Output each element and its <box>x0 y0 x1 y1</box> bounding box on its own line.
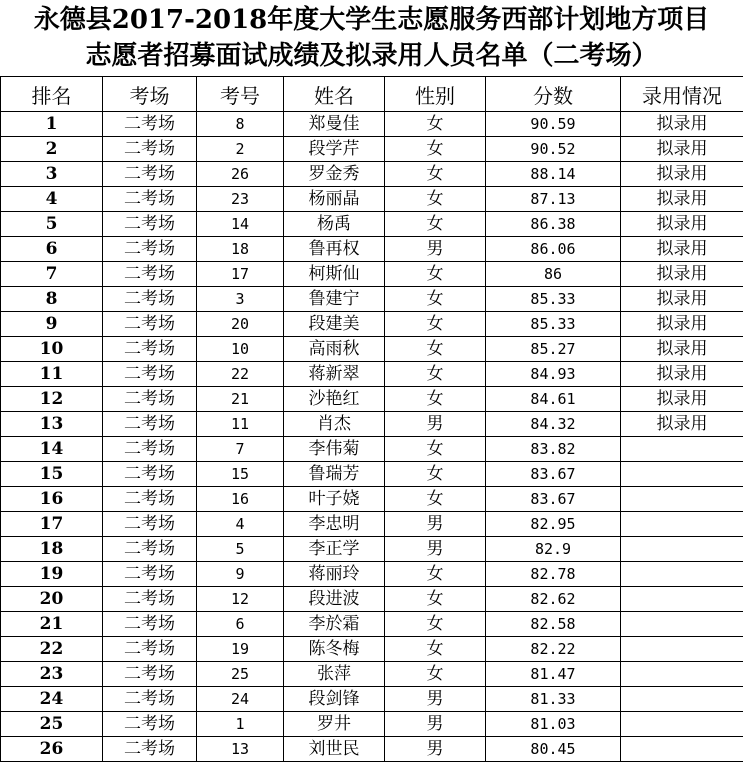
cell-name: 罗金秀 <box>284 162 385 187</box>
table-row <box>1 237 743 262</box>
cell-score: 87.13 <box>486 187 621 212</box>
table-row <box>1 512 743 537</box>
table-row <box>1 212 743 237</box>
cell-exam-no: 18 <box>197 237 284 262</box>
cell-gender: 男 <box>385 512 486 537</box>
cell-rank: 3 <box>1 162 103 187</box>
cell-rank: 18 <box>1 537 103 562</box>
table-row <box>1 162 743 187</box>
header-exam-no: 考号 <box>197 77 284 112</box>
cell-exam-no: 3 <box>197 287 284 312</box>
cell-gender: 男 <box>385 412 486 437</box>
cell-gender: 女 <box>385 212 486 237</box>
table-row <box>1 537 743 562</box>
table-body <box>1 112 743 762</box>
cell-status: 拟录用 <box>621 387 743 412</box>
cell-score: 85.27 <box>486 337 621 362</box>
cell-score: 82.9 <box>486 537 621 562</box>
cell-score: 81.03 <box>486 712 621 737</box>
cell-exam-no: 17 <box>197 262 284 287</box>
cell-score: 83.67 <box>486 487 621 512</box>
cell-score: 83.67 <box>486 462 621 487</box>
cell-name: 叶子娆 <box>284 487 385 512</box>
cell-score: 81.33 <box>486 687 621 712</box>
cell-name: 陈冬梅 <box>284 637 385 662</box>
cell-status: 拟录用 <box>621 187 743 212</box>
cell-status <box>621 537 743 562</box>
cell-status: 拟录用 <box>621 262 743 287</box>
cell-name: 张萍 <box>284 662 385 687</box>
cell-exam-no: 22 <box>197 362 284 387</box>
cell-rank: 17 <box>1 512 103 537</box>
cell-gender: 女 <box>385 312 486 337</box>
cell-rank: 19 <box>1 562 103 587</box>
cell-status: 拟录用 <box>621 362 743 387</box>
cell-name: 段进波 <box>284 587 385 612</box>
cell-rank: 16 <box>1 487 103 512</box>
cell-rank: 24 <box>1 687 103 712</box>
cell-gender: 女 <box>385 637 486 662</box>
cell-name: 鲁建宁 <box>284 287 385 312</box>
cell-exam-no: 16 <box>197 487 284 512</box>
cell-exam-no: 2 <box>197 137 284 162</box>
table-row <box>1 687 743 712</box>
cell-score: 90.52 <box>486 137 621 162</box>
cell-status <box>621 587 743 612</box>
table-row <box>1 187 743 212</box>
cell-gender: 男 <box>385 687 486 712</box>
cell-gender: 女 <box>385 587 486 612</box>
cell-gender: 女 <box>385 187 486 212</box>
cell-score: 86 <box>486 262 621 287</box>
table-row <box>1 662 743 687</box>
cell-exam-no: 11 <box>197 412 284 437</box>
cell-score: 80.45 <box>486 737 621 762</box>
cell-status <box>621 512 743 537</box>
cell-status: 拟录用 <box>621 212 743 237</box>
cell-room: 二考场 <box>103 562 197 587</box>
cell-status <box>621 487 743 512</box>
cell-rank: 11 <box>1 362 103 387</box>
header-rank: 排名 <box>1 77 103 112</box>
cell-rank: 23 <box>1 662 103 687</box>
cell-room: 二考场 <box>103 187 197 212</box>
cell-score: 85.33 <box>486 287 621 312</box>
cell-room: 二考场 <box>103 462 197 487</box>
header-name: 姓名 <box>284 77 385 112</box>
cell-rank: 1 <box>1 112 103 137</box>
cell-exam-no: 10 <box>197 337 284 362</box>
cell-gender: 女 <box>385 562 486 587</box>
cell-rank: 9 <box>1 312 103 337</box>
cell-room: 二考场 <box>103 437 197 462</box>
cell-name: 刘世民 <box>284 737 385 762</box>
cell-name: 杨丽晶 <box>284 187 385 212</box>
cell-rank: 13 <box>1 412 103 437</box>
table-row <box>1 462 743 487</box>
cell-status: 拟录用 <box>621 137 743 162</box>
cell-exam-no: 12 <box>197 587 284 612</box>
cell-exam-no: 1 <box>197 712 284 737</box>
cell-name: 高雨秋 <box>284 337 385 362</box>
table-row <box>1 362 743 387</box>
cell-name: 沙艳红 <box>284 387 385 412</box>
cell-exam-no: 5 <box>197 537 284 562</box>
cell-room: 二考场 <box>103 687 197 712</box>
header-gender: 性别 <box>385 77 486 112</box>
cell-room: 二考场 <box>103 262 197 287</box>
table-header <box>1 77 743 112</box>
cell-name: 鲁瑞芳 <box>284 462 385 487</box>
cell-gender: 女 <box>385 387 486 412</box>
table-row <box>1 337 743 362</box>
table-row <box>1 312 743 337</box>
cell-room: 二考场 <box>103 137 197 162</box>
cell-rank: 26 <box>1 737 103 762</box>
cell-name: 段剑锋 <box>284 687 385 712</box>
cell-rank: 22 <box>1 637 103 662</box>
cell-exam-no: 9 <box>197 562 284 587</box>
cell-gender: 男 <box>385 737 486 762</box>
cell-gender: 女 <box>385 487 486 512</box>
cell-status <box>621 687 743 712</box>
table-row <box>1 637 743 662</box>
cell-status <box>621 712 743 737</box>
cell-status <box>621 662 743 687</box>
cell-name: 李忠明 <box>284 512 385 537</box>
cell-score: 90.59 <box>486 112 621 137</box>
cell-room: 二考场 <box>103 512 197 537</box>
table-row <box>1 412 743 437</box>
cell-gender: 女 <box>385 137 486 162</box>
cell-status <box>621 437 743 462</box>
cell-rank: 5 <box>1 212 103 237</box>
cell-room: 二考场 <box>103 362 197 387</box>
cell-exam-no: 24 <box>197 687 284 712</box>
cell-room: 二考场 <box>103 287 197 312</box>
header-score: 分数 <box>486 77 621 112</box>
cell-gender: 女 <box>385 437 486 462</box>
table-row <box>1 487 743 512</box>
cell-exam-no: 21 <box>197 387 284 412</box>
table-row <box>1 287 743 312</box>
cell-name: 李伟菊 <box>284 437 385 462</box>
cell-status <box>621 612 743 637</box>
cell-room: 二考场 <box>103 237 197 262</box>
cell-score: 84.61 <box>486 387 621 412</box>
cell-room: 二考场 <box>103 712 197 737</box>
cell-status: 拟录用 <box>621 112 743 137</box>
cell-exam-no: 13 <box>197 737 284 762</box>
table-row <box>1 112 743 137</box>
cell-gender: 男 <box>385 712 486 737</box>
cell-status: 拟录用 <box>621 162 743 187</box>
cell-gender: 女 <box>385 162 486 187</box>
cell-rank: 14 <box>1 437 103 462</box>
header-row <box>1 77 743 112</box>
cell-room: 二考场 <box>103 337 197 362</box>
cell-name: 李於霜 <box>284 612 385 637</box>
cell-status <box>621 737 743 762</box>
cell-score: 84.93 <box>486 362 621 387</box>
cell-name: 鲁再权 <box>284 237 385 262</box>
cell-rank: 21 <box>1 612 103 637</box>
table-row <box>1 262 743 287</box>
cell-gender: 女 <box>385 112 486 137</box>
table-row <box>1 437 743 462</box>
cell-rank: 10 <box>1 337 103 362</box>
results-table <box>0 76 743 762</box>
document-title-line2: 志愿者招募面试成绩及拟录用人员名单（二考场） <box>85 41 658 71</box>
cell-room: 二考场 <box>103 387 197 412</box>
table-row <box>1 137 743 162</box>
table-row <box>1 712 743 737</box>
cell-status: 拟录用 <box>621 237 743 262</box>
table-row <box>1 562 743 587</box>
cell-status: 拟录用 <box>621 412 743 437</box>
cell-score: 86.38 <box>486 212 621 237</box>
cell-name: 段学芹 <box>284 137 385 162</box>
cell-score: 82.95 <box>486 512 621 537</box>
document-title-line1: 永德县2017-2018年度大学生志愿服务西部计划地方项目 <box>33 5 710 35</box>
cell-status <box>621 637 743 662</box>
cell-score: 81.47 <box>486 662 621 687</box>
cell-status: 拟录用 <box>621 337 743 362</box>
cell-status <box>621 462 743 487</box>
cell-gender: 男 <box>385 537 486 562</box>
table-row <box>1 387 743 412</box>
cell-room: 二考场 <box>103 412 197 437</box>
cell-room: 二考场 <box>103 487 197 512</box>
cell-rank: 4 <box>1 187 103 212</box>
table-row <box>1 587 743 612</box>
cell-exam-no: 6 <box>197 612 284 637</box>
cell-score: 88.14 <box>486 162 621 187</box>
cell-rank: 20 <box>1 587 103 612</box>
header-room: 考场 <box>103 77 197 112</box>
cell-score: 82.58 <box>486 612 621 637</box>
cell-exam-no: 19 <box>197 637 284 662</box>
table-row <box>1 737 743 762</box>
cell-name: 段建美 <box>284 312 385 337</box>
cell-name: 罗井 <box>284 712 385 737</box>
cell-status <box>621 562 743 587</box>
cell-score: 82.22 <box>486 637 621 662</box>
cell-gender: 男 <box>385 237 486 262</box>
cell-rank: 8 <box>1 287 103 312</box>
cell-score: 82.78 <box>486 562 621 587</box>
cell-room: 二考场 <box>103 612 197 637</box>
cell-room: 二考场 <box>103 312 197 337</box>
cell-gender: 女 <box>385 362 486 387</box>
cell-room: 二考场 <box>103 212 197 237</box>
cell-name: 柯斯仙 <box>284 262 385 287</box>
cell-room: 二考场 <box>103 662 197 687</box>
cell-score: 85.33 <box>486 312 621 337</box>
cell-status: 拟录用 <box>621 287 743 312</box>
cell-score: 84.32 <box>486 412 621 437</box>
cell-name: 郑曼佳 <box>284 112 385 137</box>
cell-rank: 7 <box>1 262 103 287</box>
cell-gender: 女 <box>385 612 486 637</box>
cell-exam-no: 14 <box>197 212 284 237</box>
cell-rank: 12 <box>1 387 103 412</box>
cell-exam-no: 20 <box>197 312 284 337</box>
cell-gender: 女 <box>385 662 486 687</box>
cell-score: 82.62 <box>486 587 621 612</box>
cell-exam-no: 15 <box>197 462 284 487</box>
cell-exam-no: 7 <box>197 437 284 462</box>
cell-rank: 2 <box>1 137 103 162</box>
cell-room: 二考场 <box>103 112 197 137</box>
cell-gender: 女 <box>385 462 486 487</box>
cell-room: 二考场 <box>103 737 197 762</box>
cell-exam-no: 8 <box>197 112 284 137</box>
cell-score: 86.06 <box>486 237 621 262</box>
cell-gender: 女 <box>385 262 486 287</box>
cell-room: 二考场 <box>103 537 197 562</box>
cell-rank: 25 <box>1 712 103 737</box>
cell-gender: 女 <box>385 337 486 362</box>
cell-rank: 6 <box>1 237 103 262</box>
cell-exam-no: 23 <box>197 187 284 212</box>
cell-name: 蒋丽玲 <box>284 562 385 587</box>
table-row <box>1 612 743 637</box>
header-status: 录用情况 <box>621 77 743 112</box>
cell-name: 蒋新翠 <box>284 362 385 387</box>
cell-exam-no: 4 <box>197 512 284 537</box>
cell-name: 李正学 <box>284 537 385 562</box>
cell-gender: 女 <box>385 287 486 312</box>
cell-rank: 15 <box>1 462 103 487</box>
cell-name: 杨禹 <box>284 212 385 237</box>
cell-exam-no: 26 <box>197 162 284 187</box>
cell-room: 二考场 <box>103 587 197 612</box>
cell-exam-no: 25 <box>197 662 284 687</box>
cell-score: 83.82 <box>486 437 621 462</box>
cell-status: 拟录用 <box>621 312 743 337</box>
cell-room: 二考场 <box>103 162 197 187</box>
cell-name: 肖杰 <box>284 412 385 437</box>
cell-room: 二考场 <box>103 637 197 662</box>
